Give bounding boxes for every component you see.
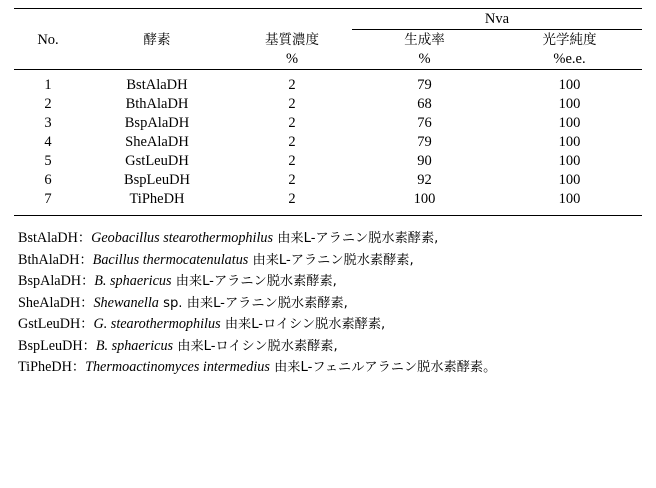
legend-separator: ：	[79, 252, 93, 268]
cell-no: 5	[44, 153, 52, 169]
legend-species: Thermoactinomyces intermedius	[85, 359, 270, 375]
header-row-line1	[14, 30, 642, 51]
cell-enzyme: GstLeuDH	[125, 153, 189, 169]
table-row	[14, 152, 642, 171]
legend-species: Geobacillus stearothermophilus	[91, 230, 274, 246]
group-header-nva: Nva	[352, 9, 642, 30]
legend-species: Shewanella	[93, 294, 159, 311]
legend-species: Bacillus thermocatenulatus	[92, 251, 249, 268]
table-row	[14, 190, 642, 209]
legend-separator: ：	[80, 317, 94, 332]
column-header-enzyme: 酵素	[143, 31, 171, 48]
legend-abbr: TiPheDH	[18, 359, 72, 375]
legend-abbr: GstLeuDH	[18, 316, 81, 332]
cell-enzyme: BspLeuDH	[123, 172, 191, 188]
legend-item	[18, 357, 642, 379]
legend-item	[18, 271, 642, 293]
legend-species: B. sphaericus	[95, 337, 174, 354]
cell-conc: 2	[288, 191, 296, 207]
legend-species: B. sphaericus	[94, 273, 172, 289]
column-header-yield: 生成率	[404, 32, 445, 48]
cell-yield: 79	[417, 77, 432, 93]
legend-separator: ：	[77, 231, 92, 246]
column-unit-optical-purity: %e.e.	[553, 51, 586, 67]
legend-desc: 由来L-アラニン脱水素酵素,	[273, 231, 439, 246]
cell-ee: 100	[558, 172, 581, 188]
column-header-substrate-conc: 基質濃度	[265, 31, 319, 48]
cell-conc: 2	[288, 172, 296, 188]
legend-desc: sp. 由来L-アラニン脱水素酵素,	[158, 295, 348, 311]
table-row	[14, 95, 642, 114]
cell-enzyme: TiPheDH	[129, 191, 185, 207]
cell-enzyme: BspAlaDH	[124, 115, 190, 131]
column-unit-enzyme	[82, 50, 232, 70]
cell-no: 7	[44, 191, 52, 207]
legend-item	[18, 228, 642, 250]
cell-conc: 2	[288, 134, 296, 150]
table-bottom-rule	[14, 209, 642, 216]
cell-yield: 92	[417, 172, 432, 188]
legend-desc: 由来L-フェニルアラニン脱水素酵素。	[269, 360, 497, 375]
cell-enzyme: SheAlaDH	[125, 134, 189, 150]
column-header-optical-purity: 光学純度	[542, 32, 597, 48]
legend-separator: ：	[81, 274, 95, 289]
legend-abbr: BspLeuDH	[18, 337, 83, 354]
cell-ee: 100	[558, 115, 581, 131]
cell-yield: 100	[413, 191, 436, 207]
legend-desc: 由来L-アラニン脱水素酵素,	[171, 274, 337, 289]
cell-no: 2	[44, 96, 52, 112]
legend-separator: ：	[80, 295, 94, 311]
legend-abbr: BspAlaDH	[18, 273, 82, 289]
legend-item	[18, 314, 642, 336]
table-row	[14, 76, 642, 95]
cell-ee: 100	[558, 134, 581, 150]
legend-separator: ：	[82, 338, 96, 354]
legend-desc: 由来L-ロイシン脱水素酵素,	[173, 338, 338, 354]
cell-yield: 76	[417, 115, 432, 131]
cell-no: 3	[44, 115, 52, 131]
legend-desc: 由来L-ロイシン脱水素酵素,	[220, 317, 386, 332]
cell-enzyme: BstAlaDH	[126, 77, 188, 93]
table-row	[14, 133, 642, 152]
legend-species: G. stearothermophilus	[93, 316, 221, 332]
legend-notes	[14, 228, 642, 379]
cell-no: 1	[44, 77, 52, 93]
cell-no: 6	[44, 172, 52, 188]
column-unit-substrate-conc: %	[285, 51, 299, 67]
results-table	[14, 8, 642, 216]
table-row	[14, 114, 642, 133]
legend-abbr: BthAlaDH	[18, 251, 80, 268]
cell-ee: 100	[558, 77, 581, 93]
cell-yield: 68	[417, 96, 432, 112]
column-header-no: No.	[37, 31, 59, 48]
cell-enzyme: BthAlaDH	[125, 96, 189, 112]
cell-no: 4	[44, 134, 52, 150]
cell-ee: 100	[558, 191, 581, 207]
column-unit-yield: %	[418, 51, 431, 67]
column-unit-no	[14, 50, 82, 70]
legend-item	[18, 250, 642, 272]
cell-yield: 90	[417, 153, 432, 169]
cell-ee: 100	[558, 153, 581, 169]
cell-conc: 2	[288, 153, 296, 169]
table-top-rule	[14, 9, 642, 30]
cell-ee: 100	[558, 96, 581, 112]
cell-conc: 2	[288, 96, 296, 112]
legend-item	[18, 293, 642, 315]
legend-item	[18, 336, 642, 358]
legend-desc: 由来L-アラニン脱水素酵素,	[248, 252, 414, 268]
legend-abbr: SheAlaDH	[18, 294, 81, 311]
header-row-line2	[14, 50, 642, 70]
legend-abbr: BstAlaDH	[18, 230, 78, 246]
cell-conc: 2	[288, 115, 296, 131]
cell-conc: 2	[288, 77, 296, 93]
legend-separator: ：	[71, 360, 86, 375]
cell-yield: 79	[417, 134, 432, 150]
table-row	[14, 171, 642, 190]
